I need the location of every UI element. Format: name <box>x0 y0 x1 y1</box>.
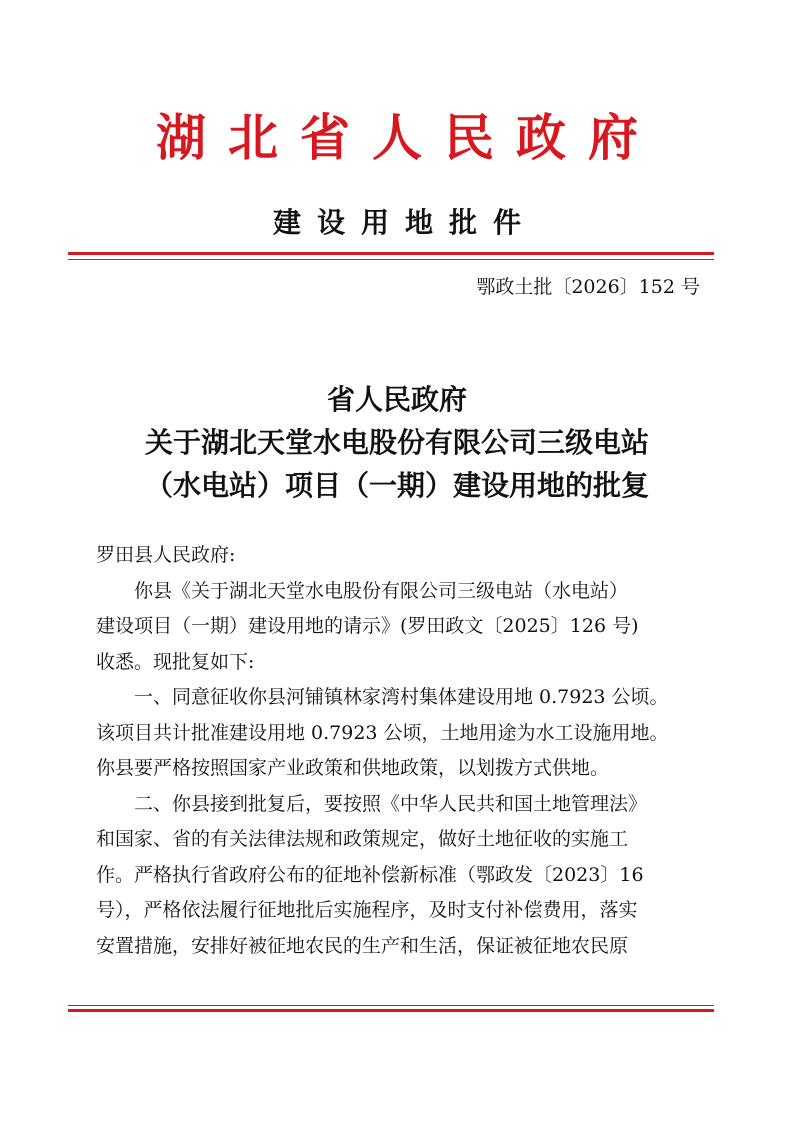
body-line: 你县《关于湖北天堂水电股份有限公司三级电站（水电站） <box>134 579 629 602</box>
body-line: 安置措施，安排好被征地农民的生产和生活，保证被征地农民原 <box>96 934 629 957</box>
addressee: 罗田县人民政府: <box>96 544 236 566</box>
body-line: 建设项目（一期）建设用地的请示》(罗田政文〔2025〕126 号) <box>96 615 639 637</box>
body-line: 作。严格执行省政府公布的征地补偿新标准（鄂政发〔2023〕16 <box>96 863 644 886</box>
footer-divider-thin <box>68 1005 714 1006</box>
body-line: 和国家、省的有关法律法规和政策规定，做好土地征收的实施工 <box>96 828 629 850</box>
body-line: 号），严格依法履行征地批后实施程序，及时支付补偿费用，落实 <box>96 899 638 921</box>
body-line: 收悉。现批复如下: <box>96 650 255 673</box>
issuer-title: 湖北省人民政府 <box>156 108 660 167</box>
reply-title-line: 省人民政府 <box>326 383 467 416</box>
body-line: 一、同意征收你县河铺镇林家湾村集体建设用地 0.7923 公顷。 <box>134 686 669 708</box>
document-type-title: 建设用地批件 <box>272 206 537 239</box>
header-divider-thick <box>68 252 714 255</box>
reply-title <box>0 378 794 507</box>
body-line: 你县要严格按照国家产业政策和供地政策，以划拨方式供地。 <box>96 757 610 779</box>
document-number: 鄂政土批〔2026〕152 号 <box>476 276 700 298</box>
reply-title-line: 关于湖北天堂水电股份有限公司三级电站 <box>144 426 649 459</box>
reply-title-line: （水电站）项目（一期）建设用地的批复 <box>144 469 649 502</box>
body-line: 该项目共计批准建设用地 0.7923 公顷，土地用途为水工设施用地。 <box>96 721 669 744</box>
header-divider-thin <box>68 259 714 260</box>
footer-divider-thick <box>68 1009 714 1012</box>
body-line: 二、你县接到批复后，要按照《中华人民共和国土地管理法》 <box>134 792 648 815</box>
document-body <box>96 538 708 964</box>
